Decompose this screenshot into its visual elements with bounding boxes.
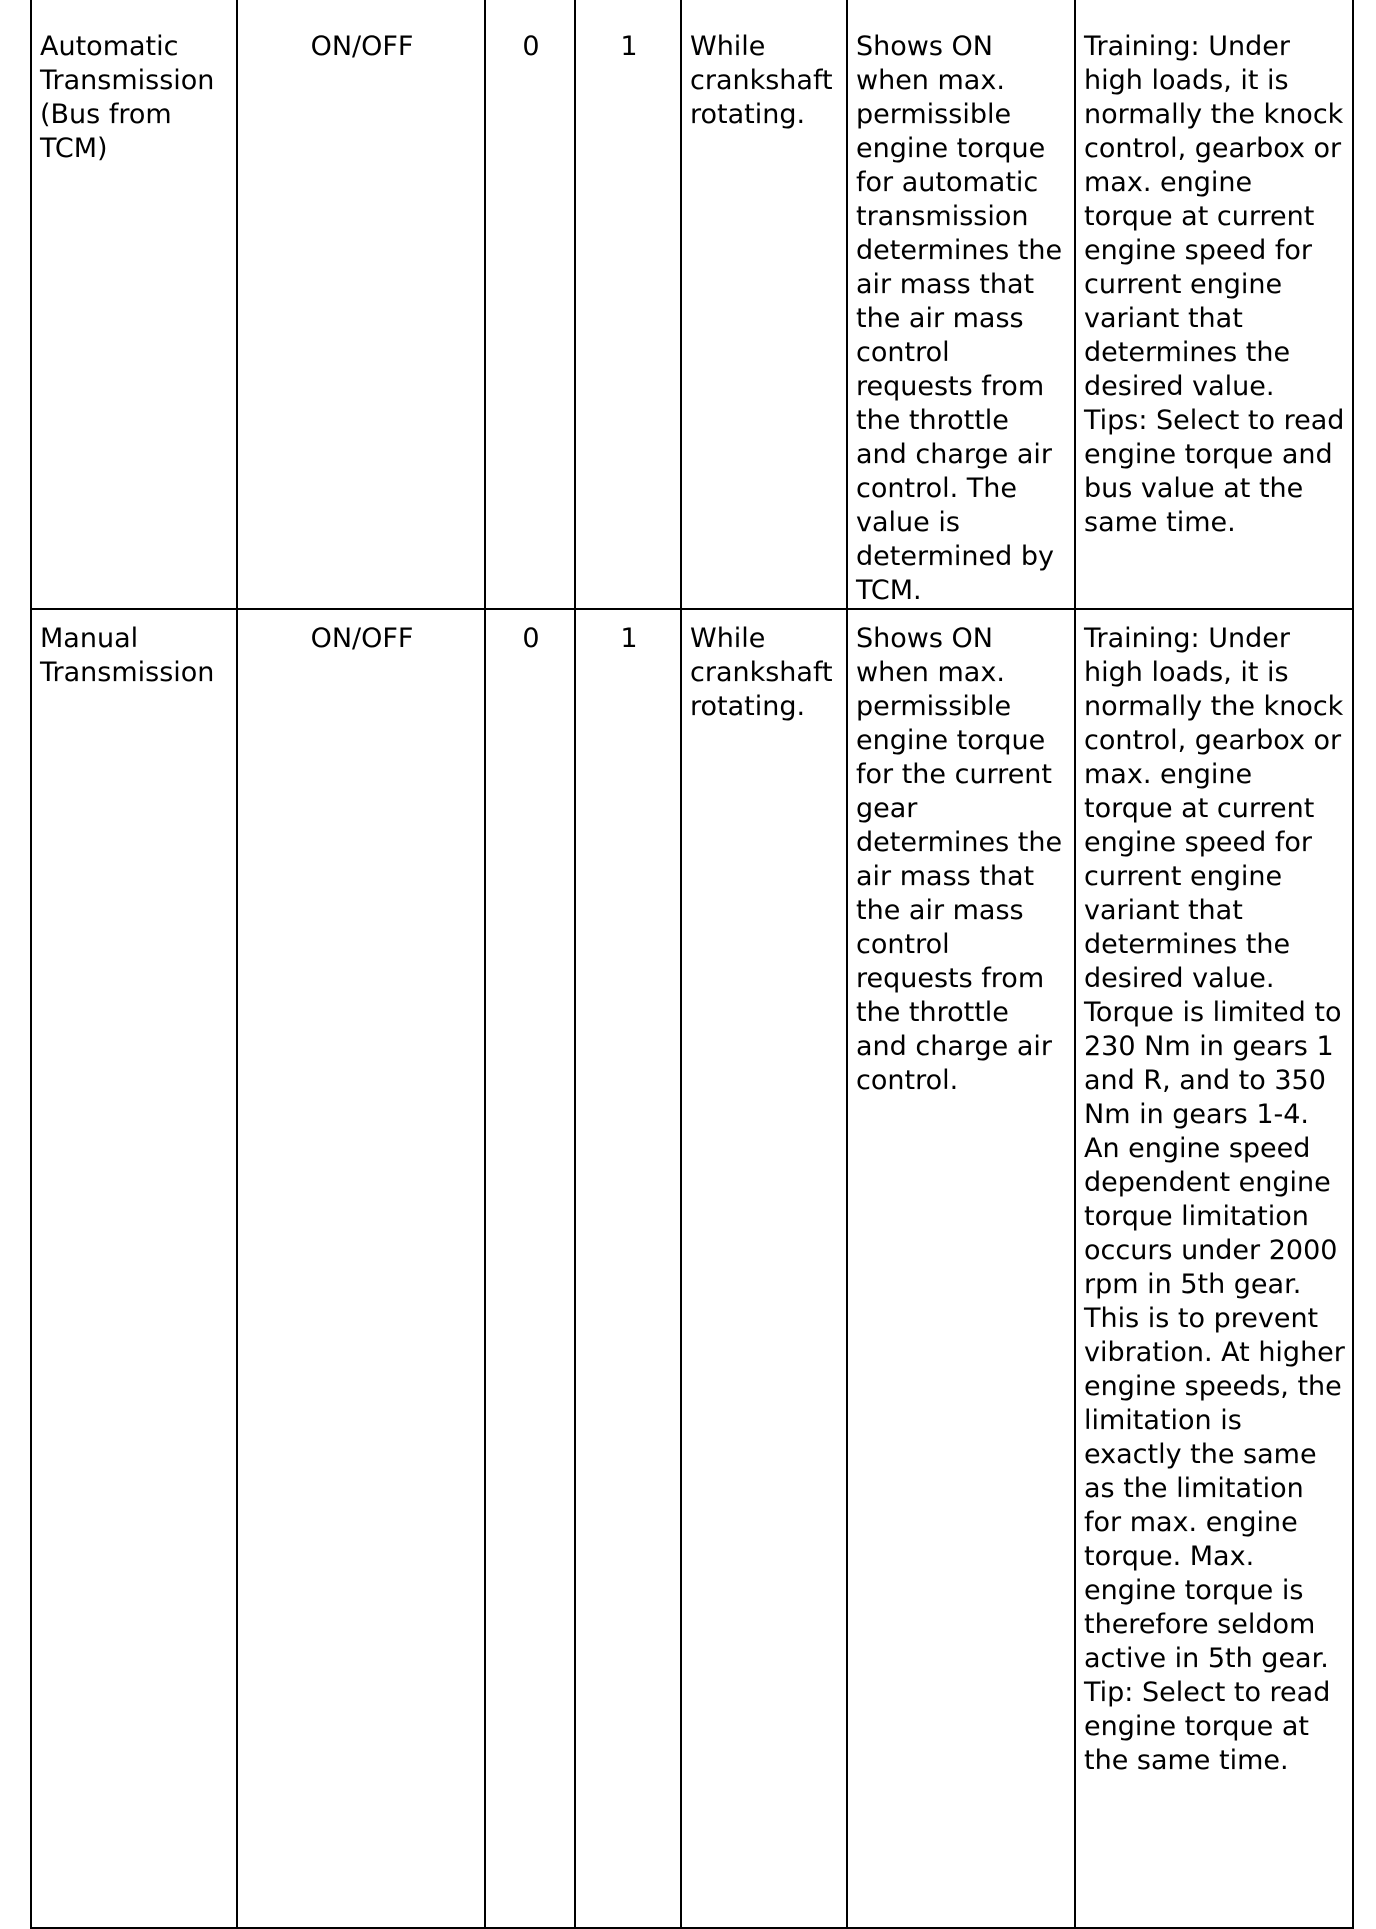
table-row [31, 609, 1353, 1928]
max-cell [575, 609, 681, 1928]
min-cell [485, 0, 575, 609]
display-value: ON/OFF [310, 623, 414, 654]
condition-text: While crankshaft rotating. [690, 623, 833, 722]
signal-name: Manual Transmission [40, 623, 215, 688]
description-cell [847, 609, 1075, 1928]
signal-name: Automatic Transmission (Bus from TCM) [40, 31, 215, 164]
max-value: 1 [620, 623, 638, 654]
description-text: Shows ON when max. permissible engine torque for the current gear determines the air mass that the air mass control requests from the throttle and charge air control. [856, 623, 1063, 1096]
display-cell [237, 609, 485, 1928]
description-text: Shows ON when max. permissible engine torque for automatic transmission determines the air mass that the air mass control requests from the throttle and charge air control. The value is determined by TCM. [856, 31, 1063, 606]
notes-text: Training: Under high loads, it is normally the knock control, gearbox or max. engine torque at current engine speed for current engine variant that determines the desired value. Tips: Select to read engine torque and bus value at the same time. [1084, 31, 1345, 538]
signal-name-cell [31, 609, 237, 1928]
min-value: 0 [522, 623, 540, 654]
max-value: 1 [620, 31, 638, 62]
notes-cell [1075, 0, 1353, 609]
condition-cell [681, 609, 847, 1928]
parameter-table [30, 0, 1354, 1929]
condition-cell [681, 0, 847, 609]
max-cell [575, 0, 681, 609]
display-cell [237, 0, 485, 609]
min-cell [485, 609, 575, 1928]
table-row [31, 0, 1353, 609]
signal-name-cell [31, 0, 237, 609]
notes-cell [1075, 609, 1353, 1928]
condition-text: While crankshaft rotating. [690, 31, 833, 130]
description-cell [847, 0, 1075, 609]
display-value: ON/OFF [310, 31, 414, 62]
min-value: 0 [522, 31, 540, 62]
notes-text: Training: Under high loads, it is normally the knock control, gearbox or max. engine torque at current engine speed for current engine variant that determines the desired value. Torque is limited to 230 Nm in gears 1 and R, and to 350 Nm in gears 1-4. An engine speed dependent engine torque limitation occurs under 2000 rpm in 5th gear. This is to prevent vibration. At higher engine speeds, the limitation is exactly the same as the limitation for max. engine torque. Max. engine torque is therefore seldom active in 5th gear. Tip: Select to read engine torque at the same time. [1084, 623, 1345, 1776]
